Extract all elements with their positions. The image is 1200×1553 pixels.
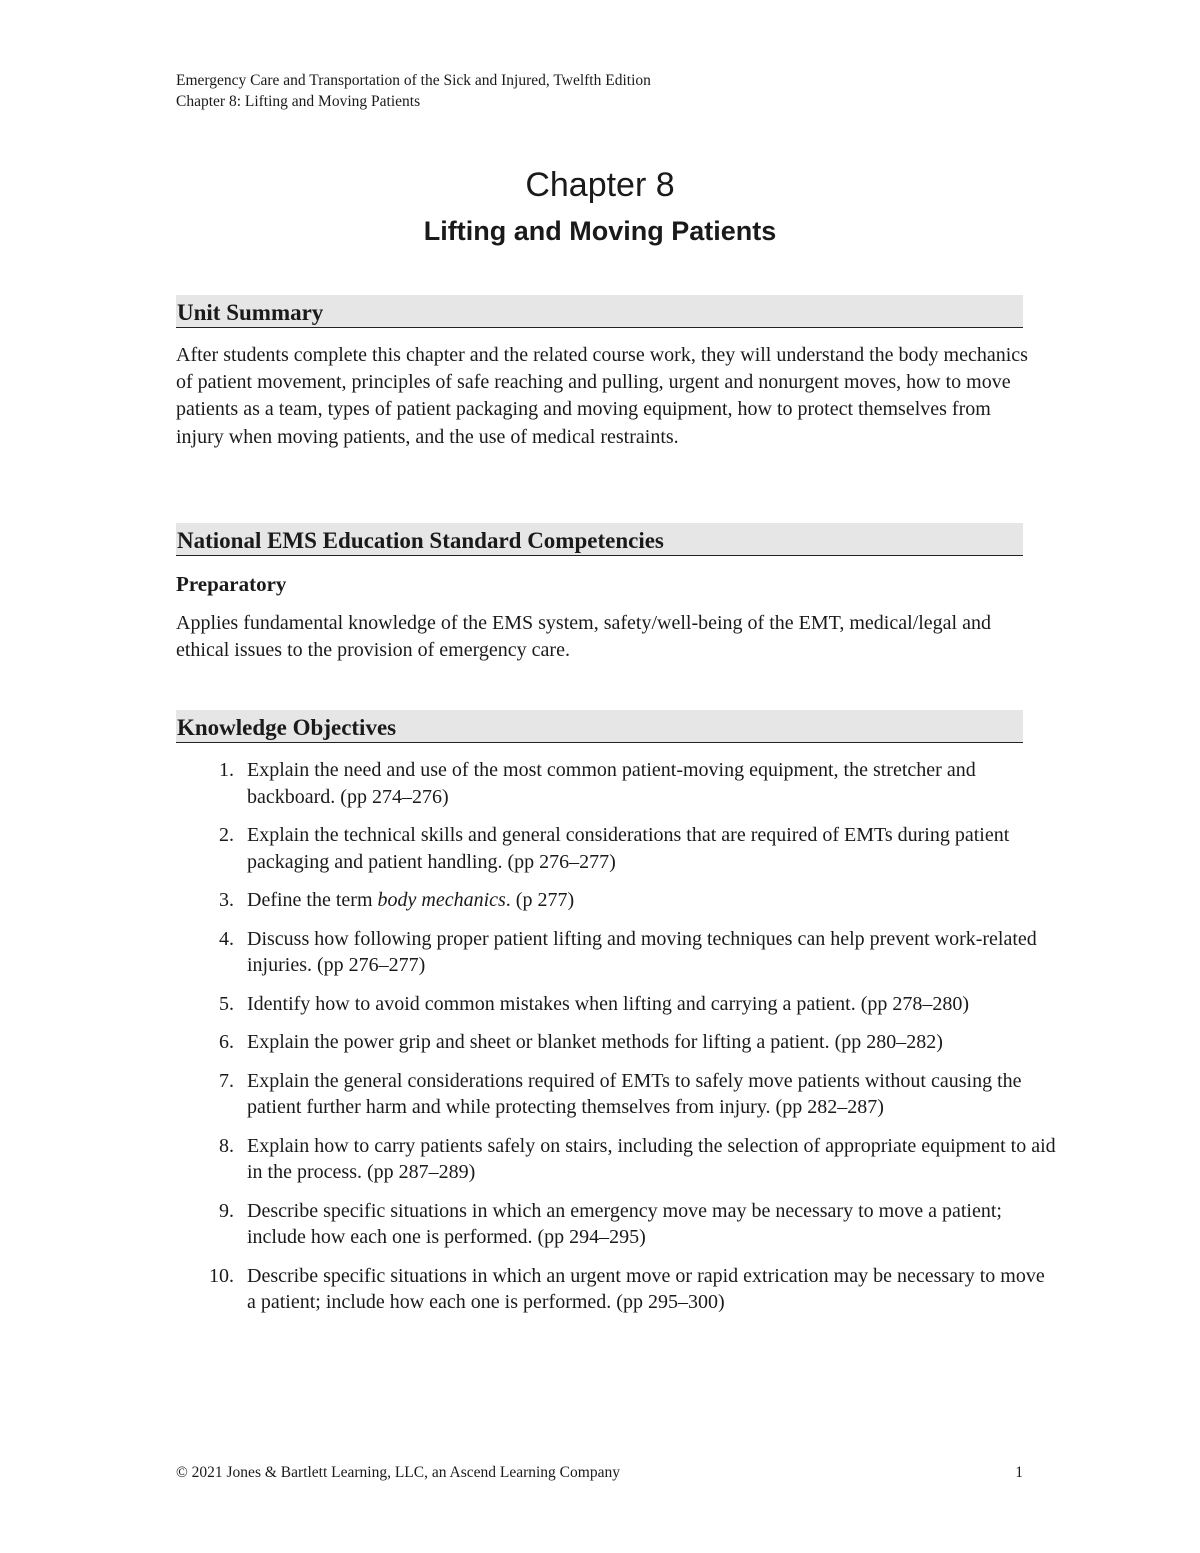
objective-number: 5. (219, 992, 234, 1015)
objective-text: Explain the technical skills and general considerations that are required of EMTs during patient packaging and patient handling. (pp 276–277) (247, 824, 1010, 873)
objective-number: 1. (219, 759, 234, 781)
objective-text: Explain the power grip and sheet or blanket methods for lifting a patient. (pp 280–282) (247, 1031, 943, 1053)
objective-item (176, 1029, 1056, 1056)
objective-text: Explain the general considerations required of EMTs to safely move patients without causing the patient further harm and while protecting themselves from injury. (pp 282–287) (247, 1069, 1022, 1118)
objective-text (247, 889, 574, 911)
objective-term-emphasis: body mechanics (377, 889, 506, 911)
chapter-subtitle: Lifting and Moving Patients (423, 216, 777, 246)
objective-number: 9. (219, 1199, 234, 1222)
preparatory-text: Applies fundamental knowledge of the EMS system, safety/well-being of the EMT, medical/legal and ethical issues to the provision of emergency care. (176, 612, 991, 662)
objective-number: 3. (219, 889, 234, 911)
objective-text: Explain how to carry patients safely on stairs, including the selection of appropriate equipment to aid in the process. (pp 287–289) (247, 1134, 1056, 1183)
unit-summary-heading: Unit Summary (176, 295, 1023, 328)
footer-copyright: © 2021 Jones & Bartlett Learning, LLC, an Ascend Learning Company (176, 1464, 620, 1481)
chapter-title: Chapter 8 (525, 166, 675, 204)
footer-page-number: 1 (1015, 1464, 1023, 1481)
objective-number: 4. (219, 927, 234, 950)
objective-item (176, 1198, 1056, 1251)
objective-number: 10. (209, 1264, 234, 1287)
objective-item (176, 991, 1056, 1018)
unit-summary-text: After students complete this chapter and the related course work, they will understand the body mechanics of patient movement, principles of safe reaching and pulling, urgent and nonurgent moves, how to move patients as a team, types of patient packaging and moving equipment, how to protect themselves from injury when moving patients, and the use of medical restraints. (176, 344, 1028, 448)
preparatory-subheading: Preparatory (176, 572, 287, 596)
objective-number: 7. (219, 1069, 234, 1092)
objective-text: Identify how to avoid common mistakes when lifting and carrying a patient. (pp 278–280) (247, 992, 970, 1015)
objective-item (176, 887, 1056, 914)
objective-number: 8. (219, 1134, 234, 1157)
objective-text-after: . (p 277) (505, 889, 575, 911)
objective-item (176, 1263, 1056, 1316)
objective-item (176, 822, 1056, 875)
objective-text: Explain the need and use of the most common patient-moving equipment, the stretcher and backboard. (pp 274–276) (247, 759, 976, 808)
objective-text: Describe specific situations in which an urgent move or rapid extrication may be necessary to move a patient; include how each one is performed. (pp 295–300) (247, 1264, 1045, 1313)
running-header-book-title: Emergency Care and Transportation of the Sick and Injured, Twelfth Edition (176, 72, 651, 89)
running-header (176, 70, 651, 112)
objective-item (176, 757, 1056, 810)
objective-number: 2. (219, 824, 234, 846)
knowledge-objectives-list (176, 757, 1056, 1328)
running-header-chapter: Chapter 8: Lifting and Moving Patients (176, 93, 421, 110)
competencies-heading: National EMS Education Standard Competencies (176, 523, 1023, 556)
objective-text: Discuss how following proper patient lifting and moving techniques can help prevent work-related injuries. (pp 276–277) (247, 927, 1037, 976)
objective-text: Describe specific situations in which an emergency move may be necessary to move a patient; include how each one is performed. (pp 294–295) (247, 1199, 1002, 1248)
objective-text-before: Define the term (247, 889, 378, 911)
objective-item (176, 926, 1056, 979)
objective-number: 6. (219, 1031, 234, 1053)
objective-item (176, 1133, 1056, 1186)
knowledge-objectives-heading: Knowledge Objectives (176, 710, 1023, 743)
objective-item (176, 1068, 1056, 1121)
